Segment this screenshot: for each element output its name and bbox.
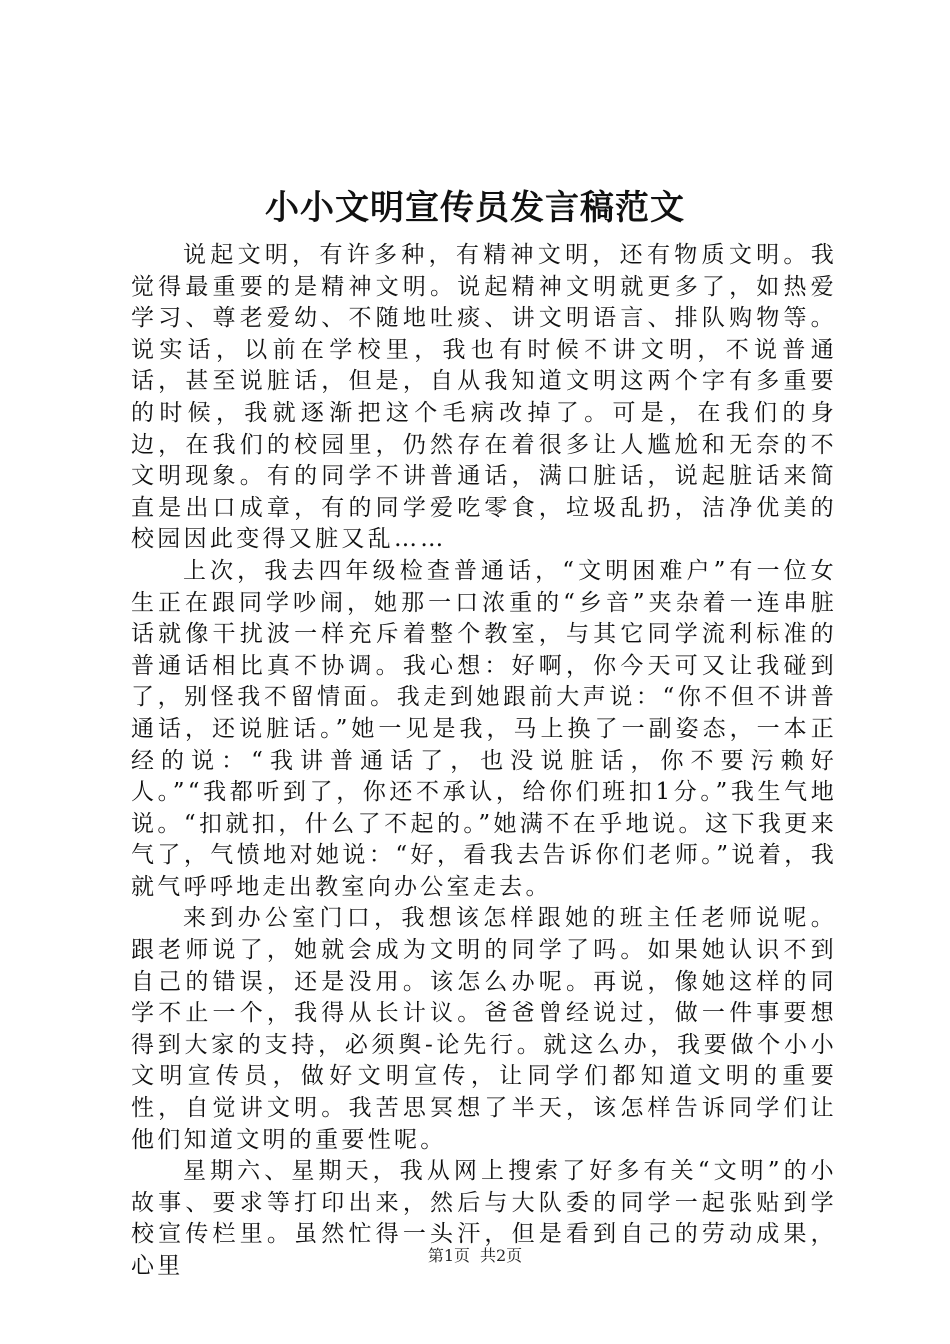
page-total: 共2页 xyxy=(480,1246,523,1265)
paragraph: 来到办公室门口，我想该怎样跟她的班主任老师说呢。跟老师说了，她就会成为文明的同学了吗。如果她认识不到自己的错误，还是没用。该怎么办呢。再说，像她这样的同学不止一个，我得从长计议。爸爸曾经说过，做一件事要想得到大家的支持，必须舆-论先行。就这么办，我要做个小小文明宣传员，做好文明宣传，让同学们都知道文明的重要性，自觉讲文明。我苦思冥想了半天，该怎样告诉同学们让他们知道文明的重要性呢。 xyxy=(131,905,837,1153)
paragraph: 说起文明，有许多种，有精神文明，还有物质文明。我觉得最重要的是精神文明。说起精神文明就更多了，如热爱学习、尊老爱幼、不随地吐痰、讲文明语言、排队购物等。说实话，以前在学校里，我也有时候不讲文明，不说普通话，甚至说脏话，但是，自从我知道文明这两个字有多重要的时候，我就逐渐把这个毛病改掉了。可是，在我们的身边，在我们的校园里，仍然存在着很多让人尴尬和无奈的不文明现象。有的同学不讲普通话，满口脏话，说起脏话来简直是出口成章，有的同学爱吃零食，垃圾乱扔，洁净优美的校园因此变得又脏又乱…… xyxy=(131,242,837,553)
page-number: 第1页 xyxy=(427,1246,470,1265)
document-body xyxy=(131,240,837,1283)
page-footer xyxy=(0,1244,950,1268)
paragraph: 上次，我去四年级检查普通话，“文明困难户”有一位女生正在跟同学吵闹，她那一口浓重的“乡音”夹杂着一连串脏话就像干扰波一样充斥着整个教室，与其它同学流利标准的普通话相比真不协调。我心想：好啊，你今天可又让我碰到了，别怪我不留情面。我走到她跟前大声说：“你不但不讲普通话，还说脏话。”她一见是我，马上换了一副姿态，一本正经的说：“我讲普通话了，也没说脏话，你不要污赖好人。”“我都听到了，你还不承认，给你们班扣1分。”我生气地说。“扣就扣，什么了不起的。”她满不在乎地说。这下我更来气了，气愤地对她说：“好，看我去告诉你们老师。”说着，我就气呼呼地走出教室向办公室走去。 xyxy=(131,557,837,900)
paragraph: 星期六、星期天，我从网上搜索了好多有关“文明”的小故事、要求等打印出来，然后与大队委的同学一起张贴到学校宣传栏里。虽然忙得一头汗，但是看到自己的劳动成果，心里 xyxy=(131,1158,837,1279)
document-title: 小小文明宣传员发言稿范文 xyxy=(265,188,685,228)
